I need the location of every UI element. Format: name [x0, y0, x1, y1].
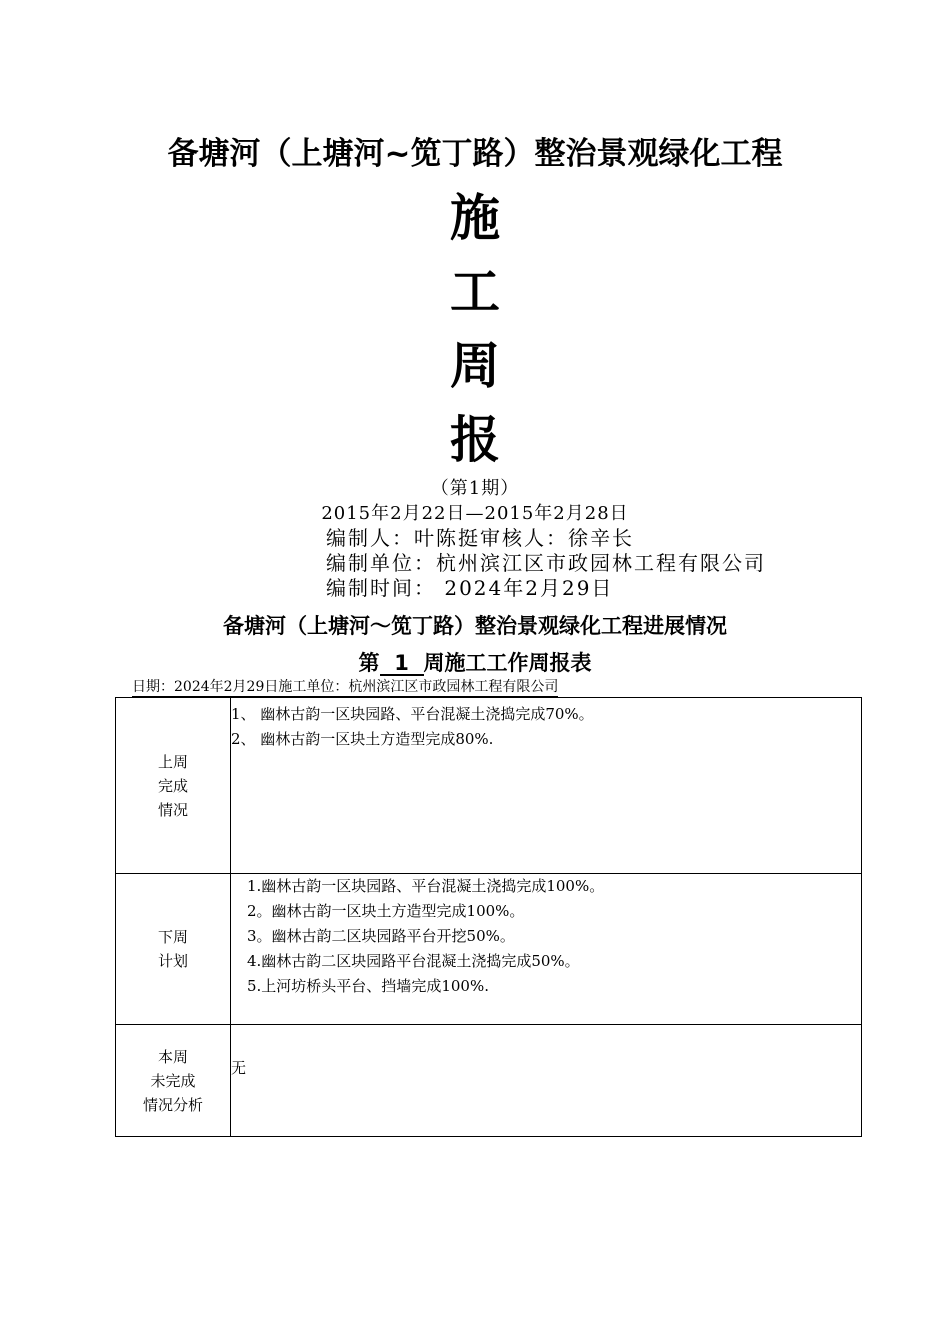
project-title: 备塘河（上塘河~笕丁路）整治景观绿化工程 [167, 136, 783, 172]
issue-number: （第1期） [430, 478, 520, 499]
table-row [116, 698, 862, 874]
big-title-char-3: 周 [450, 337, 500, 395]
big-title-char-4: 报 [450, 411, 500, 469]
label-line: 情况 [157, 800, 188, 819]
big-title-char-1: 施 [450, 189, 500, 247]
table-row [116, 1025, 862, 1137]
list-item: 4.幽林古韵二区块园路平台混凝土浇捣完成50%。 [247, 952, 580, 970]
list-item: 1、 幽林古韵一区块园路、平台混凝土浇捣完成70%。 [231, 705, 594, 723]
list-item: 3。幽林古韵二区块园路平台开挖50%。 [247, 927, 515, 945]
time-line: 编制时间： 2024年2月29日 [326, 576, 614, 600]
label-line: 完成 [157, 776, 188, 795]
report-title: 备塘河（上塘河～笕丁路）整治景观绿化工程进展情况 [223, 614, 727, 638]
label-line: 情况分析 [142, 1095, 203, 1114]
weekly-report-table [115, 697, 862, 1137]
week-suffix: 周施工工作周报表 [423, 651, 592, 675]
week-number: 1 [380, 652, 424, 676]
report-period: 2015年2月22日—2015年2月28日 [321, 503, 629, 524]
week-heading [0, 647, 950, 677]
label-line: 上周 [157, 752, 188, 771]
label-line: 下周 [157, 928, 188, 946]
row-content-unfinished [231, 1025, 862, 1137]
list-item: 5.上河坊桥头平台、挡墙完成100%. [247, 977, 489, 995]
list-item: 1.幽林古韵一区块园路、平台混凝土浇捣完成100%。 [247, 877, 605, 895]
row-label-next-week [116, 874, 231, 1025]
row-content-last-week [231, 698, 862, 874]
list-item: 2。幽林古韵一区块土方造型完成100%。 [247, 902, 525, 920]
list-item: 2、 幽林古韵一区块土方造型完成80%. [231, 730, 494, 748]
row-label-last-week [116, 698, 231, 874]
label-line: 本周 [157, 1047, 188, 1066]
row-content-next-week [231, 874, 862, 1025]
label-line: 计划 [157, 952, 188, 970]
unit-line: 编制单位：杭州滨江区市政园林工程有限公司 [326, 551, 766, 575]
label-line: 未完成 [150, 1071, 196, 1090]
row-label-unfinished [116, 1025, 231, 1137]
list-item: 无 [231, 1059, 247, 1077]
compiler-line: 编制人：叶陈挺审核人：徐辛长 [326, 526, 634, 550]
week-prefix: 第 [358, 651, 380, 675]
date-unit-line: 日期：2024年2月29日施工单位：杭州滨江区市政园林工程有限公司 [132, 679, 559, 695]
table-row [116, 874, 862, 1025]
big-title-char-2: 工 [450, 263, 500, 321]
